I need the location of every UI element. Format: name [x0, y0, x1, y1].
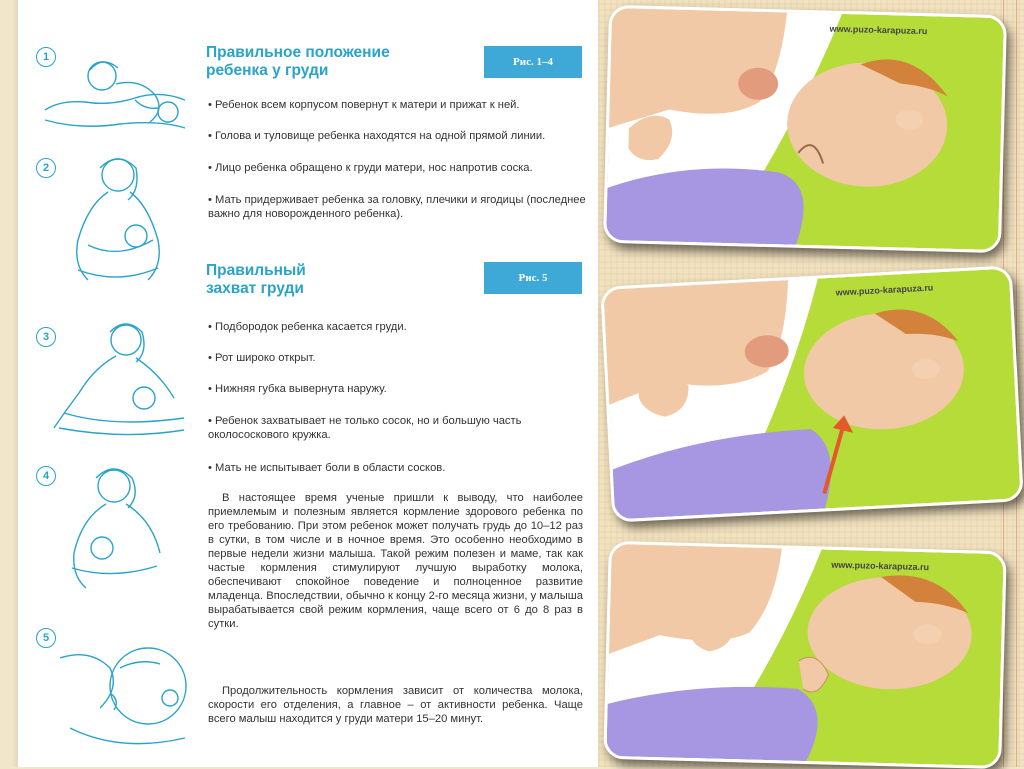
figure-3-mother-with-pillow-illustration — [44, 318, 189, 438]
heading-line: Правильное положение — [206, 44, 390, 61]
illustration-card-3 — [603, 541, 1007, 769]
latch-illustration-1 — [606, 8, 1004, 250]
figure-5-latch-closeup-illustration — [60, 628, 195, 758]
bullet-item: • Нижняя губка вывернута наружу. — [208, 382, 586, 396]
bullet-item: • Голова и туловище ребенка находятся на одной прямой линии. — [208, 129, 586, 143]
section-heading-latch — [206, 262, 306, 298]
figure-4-mother-holding-baby-illustration — [52, 458, 182, 593]
site-label: www.puzo-karapuza.ru — [835, 282, 934, 298]
section-heading-positioning — [206, 44, 390, 80]
site-label: www.puzo-karapuza.ru — [831, 559, 930, 573]
bullet-item: • Ребенок всем корпусом повернут к матери и прижат к ней. — [208, 98, 586, 112]
paragraph: В настоящее время ученые пришли к выводу, что наиболее приемлемым и полезным является кормление здорового ребенка по его требованию. При этом ребенок может получать грудь до 10–12 раз в сутки, в том числе и в ночное время. Это особенно необходимо в первые недели жизни малыша. Такой режим полезен и маме, так как частые кормления стимулируют лучшую выработку молока, обеспечивают спокойное поведение и полноценное развитие младенца. Впоследствии, обычно к концу 2-го месяца жизни, у малыша вырабатывается свой режим кормления, чаще всего от 6 до 8 раз в сутки. — [208, 492, 583, 630]
latch-illustration-3 — [606, 544, 1003, 766]
bullet-item: • Подбородок ребенка касается груди. — [208, 320, 586, 334]
figure-number-2: 2 — [36, 158, 56, 178]
figure-tag: Рис. 5 — [484, 262, 582, 294]
site-label: www.puzo-karapuza.ru — [829, 23, 928, 37]
bullet-item: • Мать придерживает ребенка за головку, плечики и ягодицы (последнее важно для новорожденного ребенка). — [208, 193, 586, 221]
figure-number-1: 1 — [36, 47, 56, 67]
heading-line: ребенка у груди — [206, 62, 329, 79]
figure-tag: Рис. 1–4 — [484, 46, 582, 78]
heading-line: захват груди — [206, 280, 304, 297]
bullet-item: • Рот широко открыт. — [208, 351, 586, 365]
illustration-card-1 — [603, 5, 1007, 253]
figure-number-4: 4 — [36, 466, 56, 486]
paragraph: Продолжительность кормления зависит от количества молока, скорости его отделения, а главное – от активности ребенка. Чаще всего малыш находится у груди матери 15–20 минут. — [208, 685, 583, 725]
figure-number-5: 5 — [36, 628, 56, 648]
bullet-item: • Лицо ребенка обращено к груди матери, нос напротив соска. — [208, 161, 586, 175]
bullet-item: • Ребенок захватывает не только сосок, но и большую часть околососкового кружка. — [208, 414, 586, 442]
latch-illustration-2 — [603, 269, 1020, 520]
figure-1-lying-mother-illustration — [40, 40, 190, 140]
figure-number-3: 3 — [36, 327, 56, 347]
bullet-item: • Мать не испытывает боли в области сосков. — [208, 461, 586, 475]
figure-2-sitting-mother-illustration — [48, 150, 188, 290]
heading-line: Правильный — [206, 262, 306, 279]
illustration-card-2 — [600, 265, 1024, 522]
